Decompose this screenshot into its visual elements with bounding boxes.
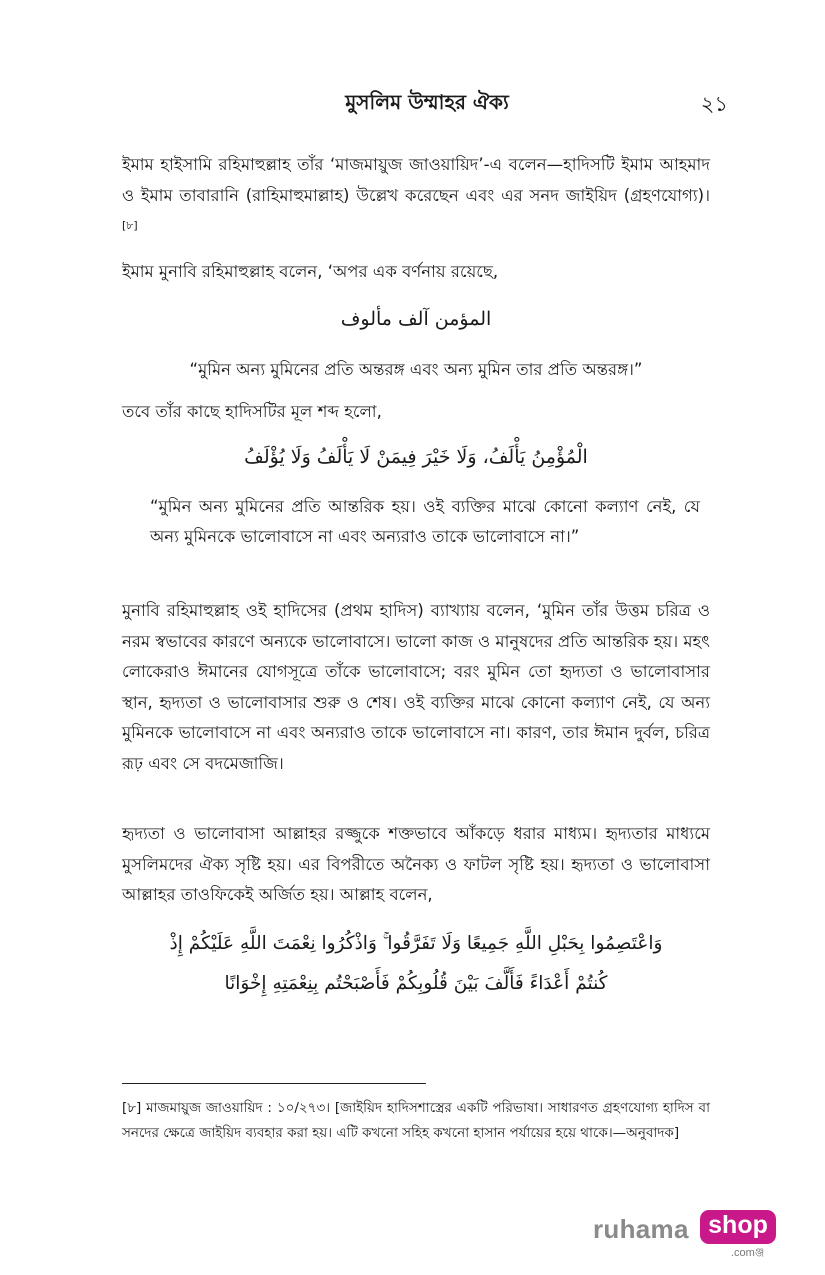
- paragraph-haysami: [122, 150, 710, 246]
- footnote-ref: [৮]: [122, 219, 138, 232]
- page-header: [122, 88, 732, 122]
- quote-translation-1: “মুমিন অন্য মুমিনের প্রতি অন্তরঙ্গ এবং অন্য মুমিন তার প্রতি অন্তরঙ্গ।”: [189, 360, 643, 379]
- watermark-badge: [700, 1210, 776, 1244]
- arabic-hadith-short: المؤمن آلف مألوف: [340, 308, 492, 330]
- footnote: [৮] মাজমায়ুজ জাওয়ায়িদ : ১০/২৭৩। [জাইয়িদ হাদিসশাস্ত্রের একটি পরিভাষা। সাধারণত গ্রহণযোগ্য হাদিস বা সনদের ক্ষেত্রে জাইয়িদ ব্যবহার করা হয়। এটি কখনো সহিহ কখনো হাসান পর্যায়ের হয়ে থাকে।—অনুবাদক]: [122, 1100, 710, 1141]
- watermark-logo: [593, 1208, 783, 1258]
- footnote-divider: [122, 1083, 426, 1084]
- quran-verse-line-2: كُنتُمْ أَعْدَاءً فَأَلَّفَ بَيْنَ قُلُوبِكُمْ فَأَصْبَحْتُم بِنِعْمَتِهِ إِخْوَانًا: [224, 973, 608, 994]
- arabic-hadith-full: الْمُؤْمِنُ يَأْلَفُ، وَلَا خَيْرَ فِيمَنْ لَا يَأْلَفُ وَلَا يُؤْلَفُ: [244, 446, 588, 468]
- paragraph-munawi-explanation: মুনাবি রহিমাহুল্লাহ ওই হাদিসের (প্রথম হাদিস) ব্যাখ্যায় বলেন, ‘মুমিন তাঁর উত্তম চরিত্র ও নরম স্বভাবের কারণে অন্যকে ভালোবাসে। ভালো কাজ ও মানুষদের প্রতি আন্তরিক হয়। মহৎ লোকেরাও ঈমানের যোগসূত্রে তাঁকে ভালোবাসে; বরং মুমিন তো হৃদ্যতা ও ভালোবাসার স্থান, হৃদ্যতা ও ভালোবাসার শুরু ও শেষ। ওই ব্যক্তির মাঝে কোনো কল্যাণ নেই, যে অন্য মুমিনকে ভালোবাসে না এবং অন্যরাও তাকে ভালোবাসে না। কারণ, তার ঈমান দুর্বল, চরিত্র রূঢ় এবং সে বদমেজাজি।: [122, 601, 710, 773]
- paragraph-original-words: তবে তাঁর কাছে হাদিসটির মূল শব্দ হলো,: [122, 402, 382, 421]
- page-number: ২১: [700, 92, 728, 116]
- quote-translation-2: “মুমিন অন্য মুমিনের প্রতি আন্তরিক হয়। ওই ব্যক্তির মাঝে কোনো কল্যাণ নেই, যে অন্য মুমিনকে ভালোবাসে না এবং অন্যরাও তাকে ভালোবাসে না।”: [150, 497, 700, 546]
- running-title: মুসলিম উম্মাহর ঐক্য: [345, 90, 509, 114]
- paragraph-affection: হৃদ্যতা ও ভালোবাসা আল্লাহর রজ্জুকে শক্তভাবে আঁকড়ে ধরার মাধ্যম। হৃদ্যতার মাধ্যমে মুসলিমদের ঐক্য সৃষ্টি হয়। এর বিপরীতে অনৈক্য ও ফাটল সৃষ্টি হয়। হৃদ্যতা ও ভালোবাসা আল্লাহর তাওফিকেই অর্জিত হয়। আল্লাহ বলেন,: [122, 824, 710, 904]
- paragraph-haysami-text: ইমাম হাইসামি রহিমাহুল্লাহ তাঁর ‘মাজমায়ুজ জাওয়ায়িদ’-এ বলেন—হাদিসটি ইমাম আহমাদ ও ইমাম তাবারানি (রাহিমাহুমাল্লাহ) উল্লেখ করেছেন এবং এর সনদ জাইয়িদ (গ্রহণযোগ্য)।: [122, 155, 710, 205]
- paragraph-munawi-intro: ইমাম মুনাবি রহিমাহুল্লাহ বলেন, ‘অপর এক বর্ণনায় রয়েছে,: [122, 262, 499, 281]
- watermark-badge-text: shop: [708, 1211, 768, 1239]
- watermark-domain: .comঞ্জ: [731, 1247, 765, 1259]
- watermark-word: ruhama: [593, 1214, 689, 1244]
- quran-verse-line-1: وَاعْتَصِمُوا بِحَبْلِ اللَّهِ جَمِيعًا وَلَا تَفَرَّقُوا ۚ وَاذْكُرُوا نِعْمَتَ اللَّهِ عَلَيْكُمْ إِذْ: [169, 933, 663, 954]
